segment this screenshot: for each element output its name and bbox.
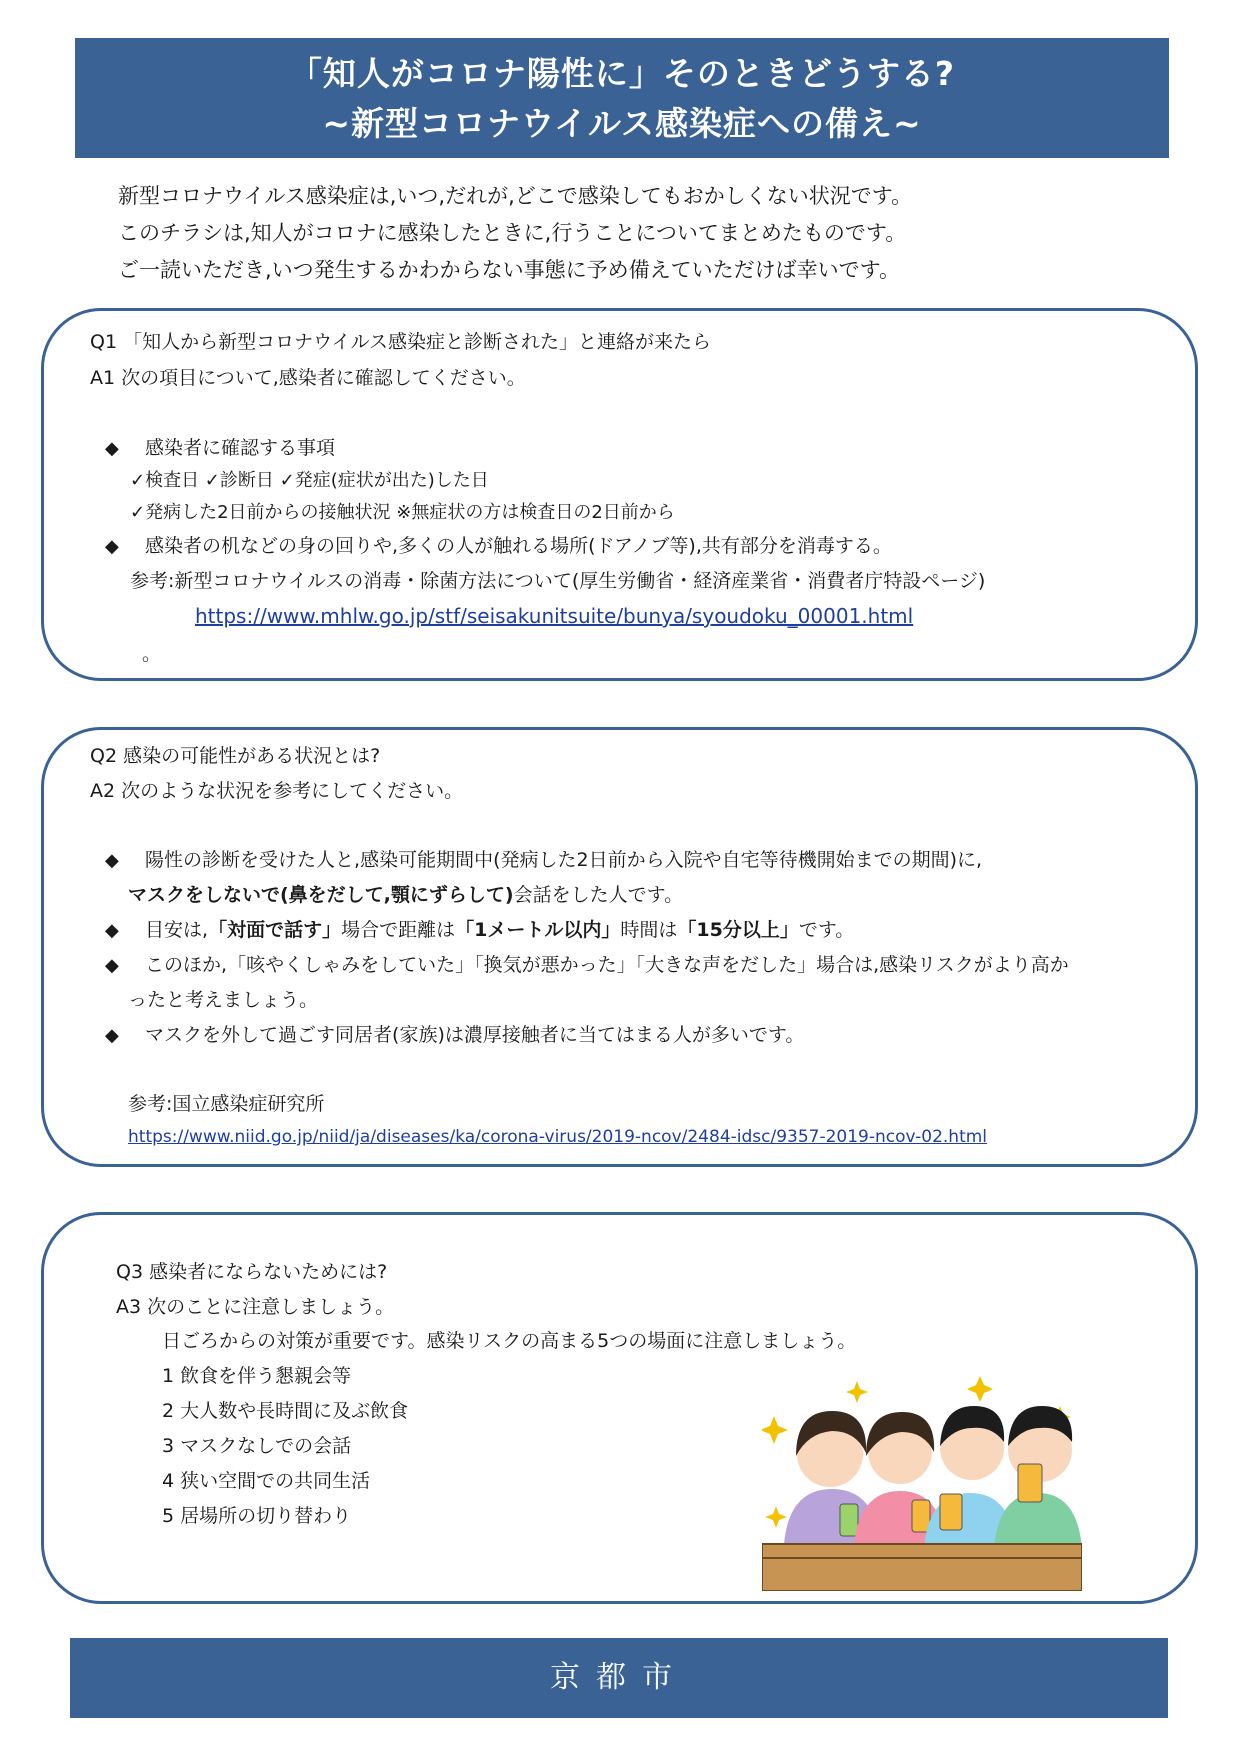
q3-lead: 日ごろからの対策が重要です。感染リスクの高まる5つの場面に注意しましょう。 (162, 1330, 857, 1352)
q1-reference-link[interactable]: https://www.mhlw.go.jp/stf/seisakunitsuite/bunya/syoudoku_00001.html (195, 604, 914, 628)
diamond-icon: ◆ (105, 438, 119, 459)
q2-reference: 参考:国立感染症研究所 (128, 1093, 325, 1115)
q1-question: Q1 「知人から新型コロナウイルス感染症と診断された」と連絡が来たら (90, 331, 711, 353)
bold-text: 「15分以上」 (677, 919, 799, 941)
q1-end-mark: 。 (142, 643, 162, 665)
title-banner (75, 38, 1169, 158)
q1-reference: 参考:新型コロナウイルスの消毒・除菌方法について(厚生労働省・経済産業省・消費者庁特設ページ) (130, 570, 986, 592)
title-line-1: 「知人がコロナ陽性に」そのときどうする? (288, 54, 956, 93)
q1-check-2: ✓発病した2日前からの接触状況 ※無症状の方は検査日の2日前から (130, 502, 675, 523)
q2-bullet-3-cont: ったと考えましょう。 (128, 989, 319, 1011)
q3-question: Q3 感染者にならないためには? (116, 1261, 388, 1283)
q2-bullet-1 (105, 846, 982, 875)
intro-line: このチラシは,知人がコロナに感染したときに,行うことについてまとめたものです。 (118, 221, 907, 245)
q1-answer: A1 次の項目について,感染者に確認してください。 (90, 367, 526, 389)
q3-list-item: 5 居場所の切り替わり (162, 1505, 352, 1527)
q2-bullet-2 (105, 916, 854, 945)
diamond-icon: ◆ (105, 955, 119, 976)
drinking-party-illustration (762, 1376, 1082, 1591)
q2-reference-link[interactable]: https://www.niid.go.jp/niid/ja/diseases/ka/corona-virus/2019-ncov/2484-idsc/9357-2019-ncov-02.html (128, 1127, 988, 1147)
q3-list-item: 1 飲食を伴う懇親会等 (162, 1365, 352, 1387)
q3-answer: A3 次のことに注意しましょう。 (116, 1296, 395, 1318)
q2-bullet-1-cont (128, 881, 683, 909)
q1-check-1: ✓検査日 ✓診断日 ✓発症(症状が出た)した日 (130, 470, 489, 491)
q1-bullet-2 (105, 532, 892, 561)
bullet-text: マスクを外して過ごす同居者(家族)は濃厚接触者に当てはまる人が多いです。 (145, 1024, 805, 1046)
intro-text (118, 178, 912, 289)
q2-answer: A2 次のような状況を参考にしてください。 (90, 780, 464, 802)
q3-list-item: 4 狭い空間での共同生活 (162, 1470, 371, 1492)
intro-line: ご一読いただき,いつ発生するかわからない事態に予め備えていただけば幸いです。 (118, 258, 900, 282)
bullet-text: 感染者の机などの身の回りや,多くの人が触れる場所(ドアノブ等),共有部分を消毒する。 (145, 535, 892, 557)
bold-text: 「1メートル以内」 (455, 919, 621, 941)
text: 場合で距離は (341, 919, 456, 941)
diamond-icon: ◆ (105, 850, 119, 871)
q2-bullet-4 (105, 1021, 804, 1050)
q3-list-item: 2 大人数や長時間に及ぶ飲食 (162, 1400, 409, 1422)
footer-banner: 京都市 (70, 1638, 1168, 1718)
diamond-icon: ◆ (105, 920, 119, 941)
text: 時間は (620, 919, 678, 941)
diamond-icon: ◆ (105, 536, 119, 557)
q2-bullet-3 (105, 951, 1069, 980)
text: です。 (798, 919, 855, 941)
bullet-text (145, 919, 854, 941)
bullet-text: このほか,「咳やくしゃみをしていた」「換気が悪かった」「大きな声をだした」場合は,感染リスクがより高か (145, 954, 1069, 976)
bullet-text: 会話をした人です。 (513, 884, 684, 906)
bold-text: 「対面で話す」 (208, 919, 342, 941)
intro-line: 新型コロナウイルス感染症は,いつ,だれが,どこで感染してもおかしくない状況です。 (118, 184, 913, 208)
title-line-2: ~新型コロナウイルス感染症への備え~ (322, 104, 922, 143)
diamond-icon: ◆ (105, 1025, 119, 1046)
text: 目安は, (145, 919, 209, 941)
q1-bullet-1 (105, 434, 335, 463)
q3-list-item: 3 マスクなしでの会話 (162, 1435, 352, 1457)
bullet-text: 陽性の診断を受けた人と,感染可能期間中(発病した2日前から入院や自宅等待機開始までの期間)に, (145, 849, 983, 871)
bold-text: マスクをしないで(鼻をだして,顎にずらして) (128, 884, 514, 906)
q2-question: Q2 感染の可能性がある状況とは? (90, 745, 381, 767)
bullet-text: 感染者に確認する事項 (145, 437, 336, 459)
